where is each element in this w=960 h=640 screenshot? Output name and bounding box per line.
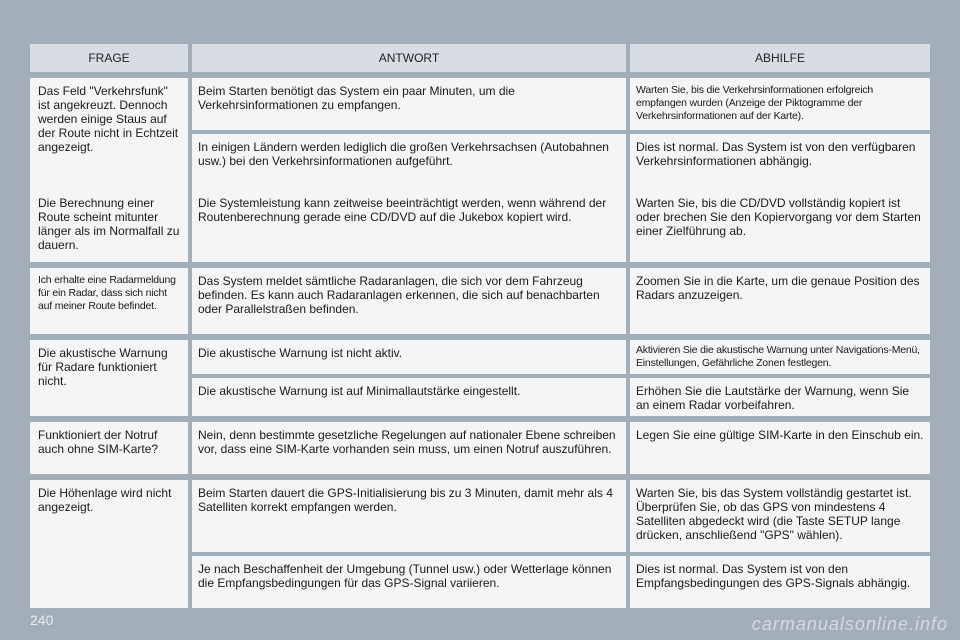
page-number: 240 — [30, 612, 54, 628]
remedy-cell: Warten Sie, bis die CD/DVD vollständig kopiert ist oder brechen Sie den Kopiervorgang vor dem Starten einer Zielführung ab. — [630, 190, 930, 262]
question-cell: Die Berechnung einer Route scheint mitunter länger als im Normalfall zu dauern. — [30, 190, 188, 262]
answer-cell: Nein, denn bestimmte gesetzliche Regelungen auf nationaler Ebene schreiben vor, dass eine SIM-Karte vorhanden sein muss, um einen Notruf auszuführen. — [192, 422, 626, 474]
answer-cell: Die akustische Warnung ist auf Minimallautstärke eingestellt. — [192, 378, 626, 416]
answer-cell: Die akustische Warnung ist nicht aktiv. — [192, 340, 626, 374]
answer-cell: Beim Starten dauert die GPS-Initialisierung bis zu 3 Minuten, damit mehr als 4 Satelliten korrekt empfangen werden. — [192, 480, 626, 552]
answer-cell: Je nach Beschaffenheit der Umgebung (Tunnel usw.) oder Wetterlage können die Empfangsbedingungen für das GPS-Signal variieren. — [192, 556, 626, 608]
remedy-cell: Zoomen Sie in die Karte, um die genaue Position des Radars anzuzeigen. — [630, 268, 930, 334]
answer-cell: In einigen Ländern werden lediglich die großen Verkehrsachsen (Autobahnen usw.) bei den Verkehrsinformationen aufgeführt. — [192, 134, 626, 220]
answer-cell: Das System meldet sämtliche Radaranlagen, die sich vor dem Fahrzeug befinden. Es kann auch Radaranlagen erkennen, die sich auf benachbarten oder Parallelstraßen befinden. — [192, 268, 626, 334]
remedy-cell: Erhöhen Sie die Lautstärke der Warnung, wenn Sie an einem Radar vorbeifahren. — [630, 378, 930, 416]
remedy-cell: Aktivieren Sie die akustische Warnung unter Navigations-Menü, Einstellungen, Gefährliche Zonen festlegen. — [630, 340, 930, 374]
watermark: carmanualsonline.info — [751, 614, 948, 634]
header-frage: FRAGE — [30, 44, 188, 72]
question-cell: Funktioniert der Notruf auch ohne SIM-Karte? — [30, 422, 188, 474]
remedy-cell: Dies ist normal. Das System ist von den verfügbaren Verkehrsinformationen abhängig. — [630, 134, 930, 220]
question-cell: Die Höhenlage wird nicht angezeigt. — [30, 480, 188, 608]
remedy-cell: Dies ist normal. Das System ist von den Empfangsbedingungen des GPS-Signals abhängig. — [630, 556, 930, 608]
header-abhilfe: ABHILFE — [630, 44, 930, 72]
question-cell: Das Feld "Verkehrsfunk" ist angekreuzt. Dennoch werden einige Staus auf der Route nicht in Echtzeit angezeigt. — [30, 78, 188, 220]
remedy-cell: Legen Sie eine gültige SIM-Karte in den Einschub ein. — [630, 422, 930, 474]
header-antwort: ANTWORT — [192, 44, 626, 72]
question-cell: Die akustische Warnung für Radare funktioniert nicht. — [30, 340, 188, 416]
answer-cell: Die Systemleistung kann zeitweise beeinträchtigt werden, wenn während der Routenberechnung gerade eine CD/DVD auf die Jukebox kopiert wird. — [192, 190, 626, 262]
question-cell: Ich erhalte eine Radarmeldung für ein Radar, dass sich nicht auf meiner Route befindet. — [30, 268, 188, 334]
answer-cell: Beim Starten benötigt das System ein paar Minuten, um die Verkehrsinformationen zu empfangen. — [192, 78, 626, 130]
remedy-cell: Warten Sie, bis das System vollständig gestartet ist. Überprüfen Sie, ob das GPS von mindestens 4 Satelliten abgedeckt wird (die Taste SETUP lange drücken, anschließend "GPS" wählen). — [630, 480, 930, 552]
remedy-cell: Warten Sie, bis die Verkehrsinformationen erfolgreich empfangen wurden (Anzeige der Piktogramme der Verkehrsinformationen auf der Karte). — [630, 78, 930, 130]
